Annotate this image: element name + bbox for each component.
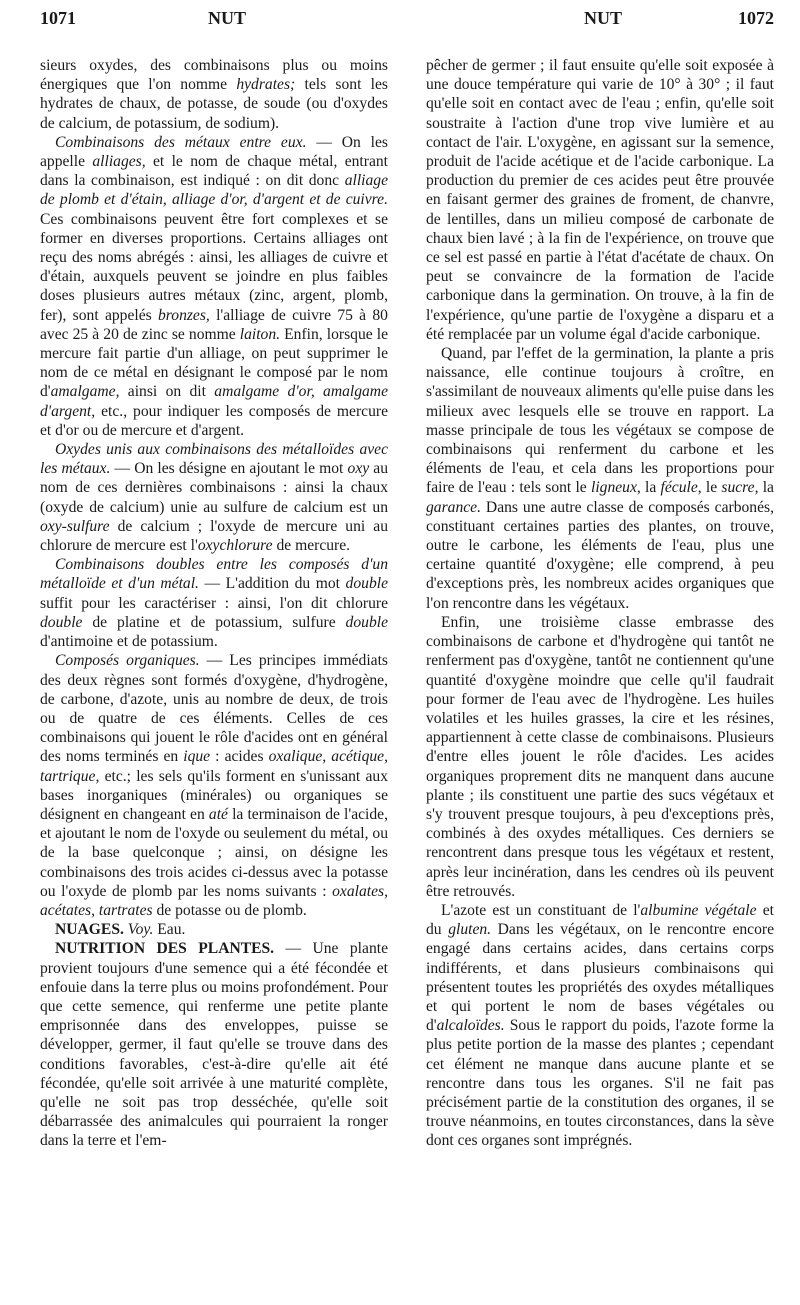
entry-nuages: NUAGES. Voy. Eau. bbox=[55, 921, 186, 939]
headword: NUTRITION DES PLANTES. bbox=[55, 940, 275, 958]
paragraph: Enfin, une troisième classe embrasse des combinaisons de carbone et d'hydrogène qui tantôt ne renferment pas d'oxygène, tantôt ne contiennent qu'une quantité d'oxygène moindre que celle qu'il faudrait pour former de l'eau avec de l'hydrogène. Les huiles volatiles et les huiles grasses, la cire et les résines, appartiennent à cette classe de combinaisons. Plusieurs d'entre elles jouent le rôle d'acides. Les acides organiques proprement dits ne manquent dans aucune plante ; ils constituent une partie des sucs végétaux et s'y trouvent presque toujours, à peu d'exceptions près, combinés à des oxydes métalliques. Ces derniers se rencontrent dans presque tous les végétaux et restent, après leur incinération, dans les cendres où ils peuvent être retrouvés. bbox=[426, 613, 774, 900]
section-heading: Combinaisons doubles entre les composés d'un métalloïde et d'un métal. bbox=[40, 556, 388, 593]
paragraph-organiques: Composés organiques. — Les principes immédiats des deux règnes sont formés d'oxygène, d'hydrogène, de carbone, d'azote, unis au nombre de deux, de trois ou de quatre de ces éléments. Celles de ces combinaisons qui jouent le rôle d'acides ont en général des noms terminés en ique : acides oxalique, acétique, tartrique, etc.; les sels qu'ils forment en s'unissant aux bases inorganiques (minérales) ou organiques se désignent en changeant en até la terminaison de l'acide, et ajoutant le nom de l'oxyde ou seulement du métal, ou de la base quelconque ; ainsi, on désigne les combinaisons des trois acides ci-dessus avec la potasse ou l'oxyde de plomb par les noms suivants : oxalates, acétates, tartrates de potasse ou de plomb. bbox=[40, 652, 388, 919]
right-column bbox=[426, 56, 774, 1151]
left-headword: NUT bbox=[208, 8, 247, 28]
paragraph: sieurs oxydes, des combinaisons plus ou moins énergiques que l'on nomme hydrates; tels sont les hydrates de chaux, de potasse, de soude (ou d'oxydes de calcium, de potassium, de sodium). bbox=[40, 57, 388, 132]
paragraph-doubles: Combinaisons doubles entre les composés d'un métalloïde et d'un métal. — L'addition du mot double suffit pour les caractériser : ainsi, l'on dit chlorure double de platine et de potassium, sulfure double d'antimoine et de potassium. bbox=[40, 556, 388, 651]
section-heading: Oxydes unis aux combinaisons des métalloïdes avec les métaux. bbox=[40, 441, 388, 478]
right-page-number: 1072 bbox=[738, 8, 774, 28]
left-column bbox=[40, 56, 388, 1151]
section-heading: Composés organiques. bbox=[55, 652, 200, 670]
section-heading: Combinaisons des métaux entre eux. bbox=[55, 133, 307, 151]
paragraph-oxydes: Oxydes unis aux combinaisons des métalloïdes avec les métaux. — On les désigne en ajoutant le mot oxy au nom de ces dernières combinaisons : ainsi la chaux (oxyde de calcium) unie au sulfure de calcium est un oxy-sulfure de calcium ; l'oxyde de mercure uni au chlorure de mercure est l'oxychlorure de mercure. bbox=[40, 441, 388, 555]
left-page-number: 1071 bbox=[40, 8, 76, 28]
headword: NUAGES. bbox=[55, 921, 124, 939]
paragraph-alliages: Combinaisons des métaux entre eux. — On les appelle alliages, et le nom de chaque métal, entrant dans la combinaison, est indiqué : on dit donc alliage de plomb et d'étain, alliage d'or, d'argent et de cuivre. Ces combinaisons peuvent être fort complexes et se former en diverses proportions. Certains alliages ont reçu des noms abrégés : ainsi, les alliages de cuivre et d'étain, auxquels peuvent se joindre en plus faibles doses plusieurs autres métaux (zinc, argent, plomb, fer), sont appelés bronzes, l'alliage de cuivre 75 à 80 avec 25 à 20 de zinc se nomme laiton. Enfin, lorsque le mercure fait partie d'un alliage, on peut supprimer le nom de ce métal en désignant le composé par le nom d'amalgame, ainsi on dit amalgame d'or, amalgame d'argent, etc., pour indiquer les composés de mercure et d'or ou de mercure et d'argent. bbox=[40, 133, 389, 439]
paragraph: Quand, par l'effet de la germination, la plante a pris naissance, elle continue toujours à croître, en s'assimilant de nouveaux aliments qu'elle puise dans les milieux avec lesquels elle se trouve en rapport. La masse principale de tous les végétaux se compose de combinaisons qui renferment du carbone et les éléments de l'eau, et cela dans les proportions pour faire de l'eau : tels sont le ligneux, la fécule, le sucre, la garance. Dans une autre classe de composés carbonés, constituant certaines parties des plantes, on trouve, outre le carbone, les éléments de l'eau, plus une certaine quantité d'oxygène; elle comprend, à peu d'exceptions près, les nombreux acides organiques que l'on rencontre dans les végétaux. bbox=[426, 345, 774, 612]
paragraph: pêcher de germer ; il faut ensuite qu'elle soit exposée à une douce température qui varie de 10° à 30° ; il faut qu'elle soit en contact avec de l'eau ; enfin, qu'elle soit soustraite à l'action d'une trop vive lumière et au contact de l'air. L'oxygène, en agissant sur la semence, produit de l'acide acétique et de l'acide carbonique. La production du premier de ces acides peut être prouvée en faisant germer des graines de froment, de chanvre, de lentilles, dans un milieu composé de carbonate de chaux bien lavé ; à la fin de l'expérience, on trouve que ce sel est passé en partie à l'état d'acétate de chaux. On peut se convaincre de la formation de l'acide carbonique dans la germination. On trouve, à la fin de l'expérience, qu'une partie de l'oxygène a disparu et a été remplacée par un volume égal d'acide carbonique. bbox=[426, 57, 774, 343]
running-header bbox=[40, 8, 774, 32]
entry-nutrition: NUTRITION DES PLANTES. — Une plante provient toujours d'une semence qui a été fécondée et enfouie dans la terre plus ou moins profondément. Pour que cette semence, qui renferme une petite plante emprisonnée dans des enveloppes, puisse se développer, germer, il faut qu'elle se trouve dans des conditions favorables, c'est-à-dire qu'elle ait été fécondée, qu'elle soit arrivée à une maturité complète, qu'elle ne soit pas trop desséchée, qu'elle soit débarrassée des animalcules qui pourraient la ronger dans la terre et l'em- bbox=[40, 940, 388, 1150]
right-headword: NUT bbox=[584, 8, 623, 28]
paragraph: L'azote est un constituant de l'albumine végétale et du gluten. Dans les végétaux, on le rencontre encore engagé dans certains acides, dans certains corps indifférents, et dans plusieurs combinaisons qui présentent toutes les propriétés des oxydes métalliques et qui portent le nom de bases végétales ou d'alcaloïdes. Sous le rapport du poids, l'azote forme la plus petite portion de la masse des plantes ; cependant cet élément ne manque dans aucune plante et se rencontre dans tous les organes. S'il ne fait pas précisément partie de la constitution des organes, il se trouve néanmoins, en toutes circonstances, dans la sève dont ces organes sont imprégnés. bbox=[426, 901, 774, 1150]
